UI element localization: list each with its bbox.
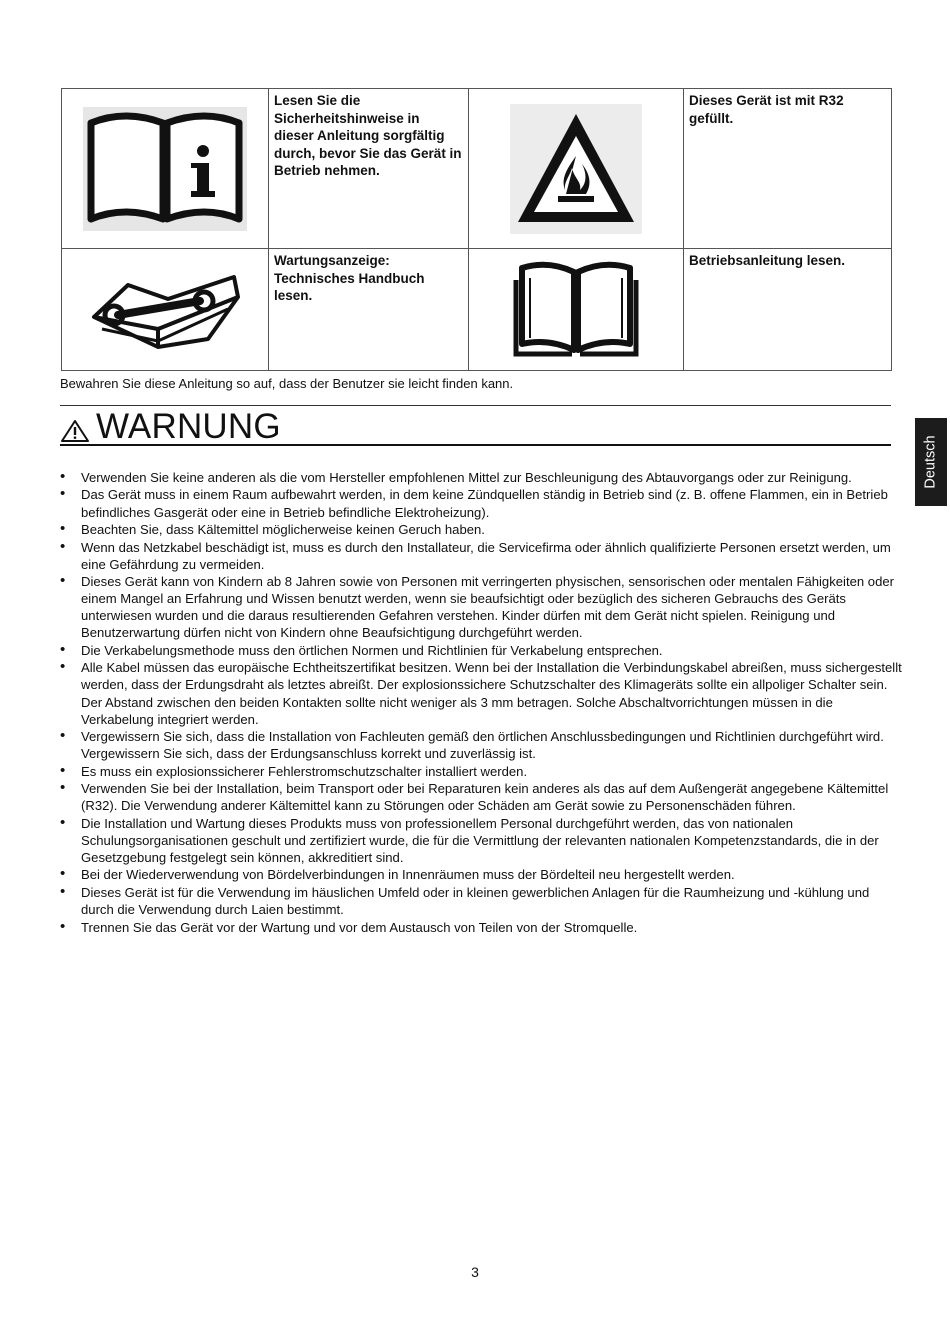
storage-note: Bewahren Sie diese Anleitung so auf, dass der Benutzer sie leicht finden kann. <box>60 376 514 391</box>
warning-item: • Die Verkabelungsmethode muss den örtlichen Normen und Richtlinien für Verkabelung entsprechen. <box>60 642 902 659</box>
page-number: 3 <box>471 1264 479 1280</box>
language-tab-label: Deutsch <box>923 435 940 489</box>
warning-triangle-icon <box>60 419 90 443</box>
warning-item: • Dieses Gerät kann von Kindern ab 8 Jahren sowie von Personen mit verringerten physischen, sensorischen oder mentalen Fähigkeiten oder einem Mangel an Erfahrung und Wissen benutzt werden, wenn sie beaufsichtigt oder bezüglich des sicheren Gebrauchs des Geräts unterwiesen wurden und die daraus resultierenden Gefahren verstehen. Kinder dürfen mit dem Gerät nicht spielen. Reinigung und Benutzerwartung dürfen nicht von Kindern ohne Beaufsichtigung durchgeführt werden. <box>60 573 902 641</box>
warning-item: • Alle Kabel müssen das europäische Echtheitszertifikat besitzen. Wenn bei der Installation die Verbindungskabel abreißen, muss sichergestellt werden, dass der Erdungsdraht als letztes abreißt. Der explosionssichere Schutzschalter des Klimageräts sollte ein allpoliger Schalter sein. Der Abstand zwischen den beiden Kontakten sollte nicht weniger als 3 mm betragen. Solche Abschaltvorrichtungen müssen in die Verkabelung integriert werden. <box>60 659 902 727</box>
open-book-icon <box>512 260 640 360</box>
warning-heading <box>60 407 891 446</box>
symbol-description: Wartungsanzeige: Technisches Handbuch lesen. <box>269 249 469 371</box>
warning-item: • Bei der Wiederverwendung von Bördelverbindungen in Innenräumen muss der Bördelteil neu hergestellt werden. <box>60 866 902 883</box>
symbol-cell <box>469 89 684 249</box>
warning-item: • Trennen Sie das Gerät vor der Wartung und vor dem Austausch von Teilen von der Stromquelle. <box>60 919 902 936</box>
service-manual-wrench-icon <box>88 269 242 351</box>
warning-item: • Es muss ein explosionssicherer Fehlerstromschutzschalter installiert werden. <box>60 763 902 780</box>
warning-item: • Die Installation und Wartung dieses Produkts muss von professionellem Personal durchgeführt werden, das von nationalen Schulungsorganisationen geschult und zertifiziert wurde, die für die Vermittlung der relevanten nationalen Kompetenzstandards, die in der Gesetzgebung festgelegt sein können, akkreditiert sind. <box>60 815 902 866</box>
symbols-row <box>62 249 892 371</box>
warning-list <box>60 469 902 936</box>
symbol-cell <box>469 249 684 371</box>
warning-item: • Wenn das Netzkabel beschädigt ist, muss es durch den Installateur, die Servicefirma oder ähnlich qualifizierte Personen ersetzt werden, um eine Gefährdung zu vermeiden. <box>60 539 902 573</box>
warning-item: • Dieses Gerät ist für die Verwendung im häuslichen Umfeld oder in kleinen gewerblichen Anlagen für die Raumheizung und -kühlung und durch die Verwendung durch Laien bestimmt. <box>60 884 902 918</box>
warning-item: • Das Gerät muss in einem Raum aufbewahrt werden, in dem keine Zündquellen ständig in Betrieb sind (z. B. offene Flammen, ein in Betrieb befindliches Gasgerät oder eine in Betrieb befindliche Elektroheizung). <box>60 486 902 520</box>
warning-item: • Verwenden Sie bei der Installation, beim Transport oder bei Reparaturen kein anderes als das auf dem Außengerät angegebene Kältemittel (R32). Die Verwendung anderer Kältemittel kann zu Störungen oder Schäden am Gerät sowie zu Personenschäden führen. <box>60 780 902 814</box>
symbols-row <box>62 89 892 249</box>
symbol-description: Betriebsanleitung lesen. <box>684 249 892 371</box>
language-tab <box>915 418 947 506</box>
flammable-warning-icon <box>510 104 642 234</box>
warning-item: • Beachten Sie, dass Kältemittel möglicherweise keinen Geruch haben. <box>60 521 902 538</box>
warning-item: • Vergewissern Sie sich, dass die Installation von Fachleuten gemäß den örtlichen Anschlussbedingungen und Richtlinien durchgeführt wird. Vergewissern Sie sich, dass der Erdungsanschluss korrekt und zuverlässig ist. <box>60 728 902 762</box>
symbols-table <box>61 88 892 371</box>
warning-item: • Verwenden Sie keine anderen als die vom Hersteller empfohlenen Mittel zur Beschleunigung des Abtauvorgangs oder zur Reinigung. <box>60 469 902 486</box>
symbol-cell <box>62 89 269 249</box>
warning-title: WARNUNG <box>96 407 281 446</box>
symbol-description: Dieses Gerät ist mit R32 gefüllt. <box>684 89 892 249</box>
symbol-cell <box>62 249 269 371</box>
info-manual-icon <box>83 107 247 231</box>
section-divider <box>60 405 891 406</box>
symbol-description: Lesen Sie die Sicherheitshinweise in dieser Anleitung sorgfältig durch, bevor Sie das Gerät in Betrieb nehmen. <box>269 89 469 249</box>
